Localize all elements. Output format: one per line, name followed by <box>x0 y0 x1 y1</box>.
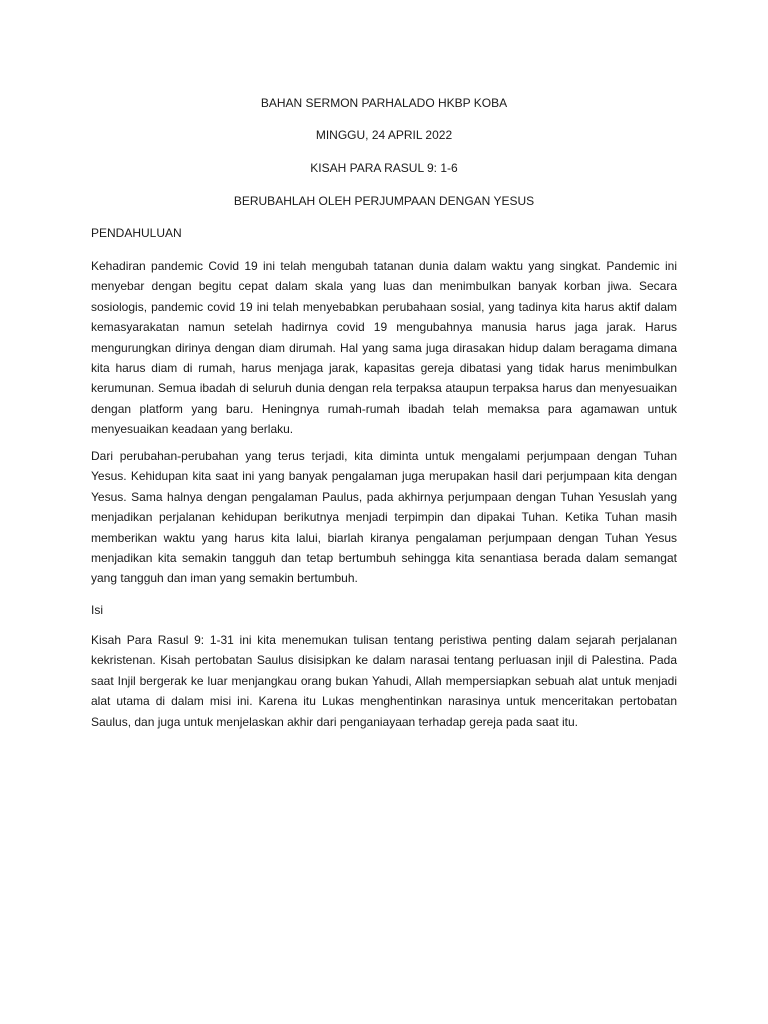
body-paragraph-1: Kisah Para Rasul 9: 1-31 ini kita menemukan tulisan tentang peristiwa penting dalam sejarah perjalanan kekristenan. Kisah pertobatan Saulus disisipkan ke dalam narasai tentang perluasan injil di Palestina. Pada saat Injil bergerak ke luar menjangkau orang bukan Yahudi, Allah mempersiapkan sebuah alat untuk menjadi alat utama di dalam misi ini. Karena itu Lukas menghentinkan narasinya untuk menceritakan pertobatan Saulus, dan juga untuk menjelaskan akhir dari penganiayaan terhadap gereja pada saat itu. <box>91 633 677 729</box>
section-heading-introduction: PENDAHULUAN <box>91 226 182 240</box>
section-heading-body: Isi <box>91 603 103 617</box>
intro-paragraph-1: Kehadiran pandemic Covid 19 ini telah mengubah tatanan dunia dalam waktu yang singkat. Pandemic ini menyebar dengan begitu cepat dalam skala yang luas dan menimbulkan banyak korban jiwa. Secara sosiologis, pandemic covid 19 ini telah menyebabkan perubahaan sosial, yang tadinya kita harus aktif dalam kemasyarakatan namun setelah hadirnya covid 19 mengubahnya manusia harus jaga jarak. Harus mengurungkan dirinya dengan diam dirumah. Hal yang sama juga dirasakan hidup dalam beragama dimana kita harus diam di rumah, harus menjaga jarak, kapasitas gereja dibatasi yang tidak harus menimbulkan kerumunan. Semua ibadah di seluruh dunia dengan rela terpaksa ataupun terpaksa harus dan menyesuaikan dengan platform yang baru. Heningnya rumah-rumah ibadah telah memaksa para agamawan untuk menyesuaikan keadaan yang berlaku. <box>91 259 677 437</box>
sermon-theme: BERUBAHLAH OLEH PERJUMPAAN DENGAN YESUS <box>233 194 535 208</box>
scripture-reference: KISAH PARA RASUL 9: 1-6 <box>310 161 458 175</box>
intro-paragraph-2: Dari perubahan-perubahan yang terus terjadi, kita diminta untuk mengalami perjumpaan dengan Tuhan Yesus. Kehidupan kita saat ini yang banyak pengalaman juga merupakan hasil dari perjumpaan kita dengan Yesus. Sama halnya dengan pengalaman Paulus, pada akhirnya perjumpaan dengan Tuhan Yesuslah yang menjadikan perjalanan kehidupan berikutnya menjadi terpimpin dan dipakai Tuhan. Ketika Tuhan masih memberikan waktu yang harus kita lalui, biarlah kiranya pengalaman perjumpaan dengan Tuhan Yesus menjadikan kita semakin tangguh dan tetap bertumbuh sehingga kita senantiasa berada dalam semangat yang tangguh dan iman yang semakin bertumbuh. <box>91 449 677 586</box>
document-title: BAHAN SERMON PARHALADO HKBP KOBA <box>260 96 508 110</box>
document-date: MINGGU, 24 APRIL 2022 <box>315 128 453 142</box>
